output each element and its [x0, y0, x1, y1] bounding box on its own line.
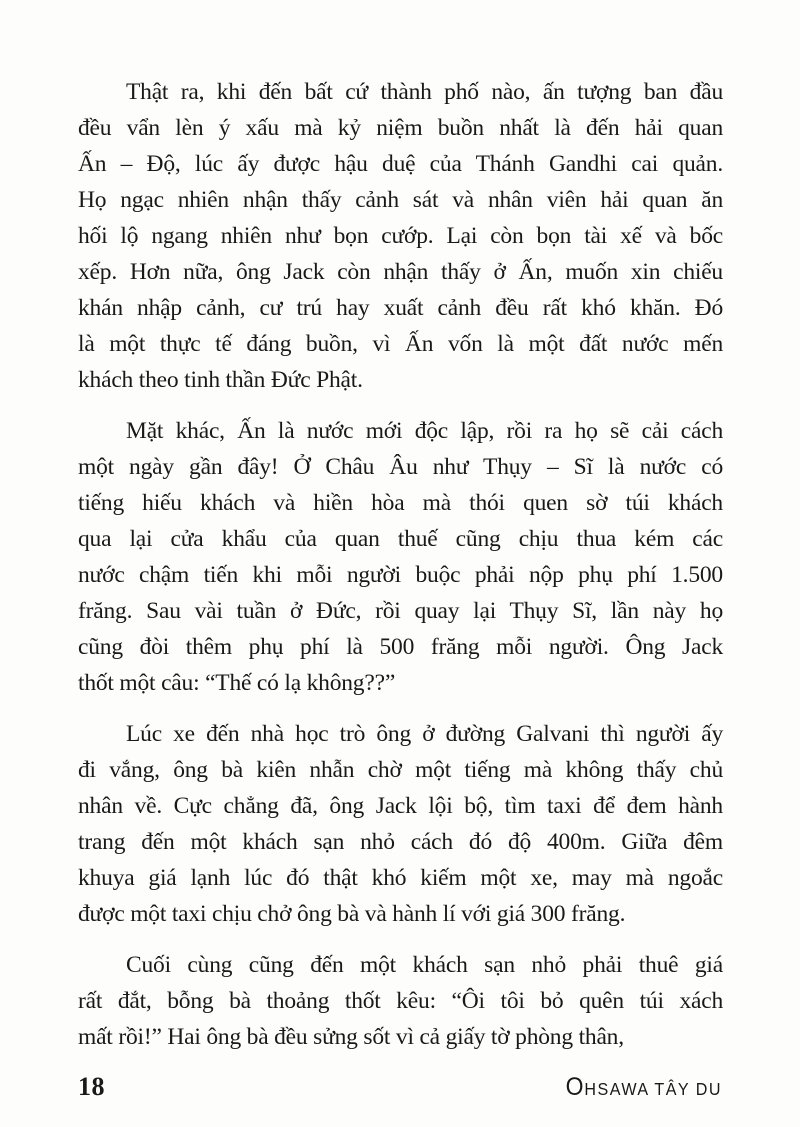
text-line: khuya giá lạnh lúc đó thật khó kiếm một xe, may mà ngoắc: [78, 865, 723, 891]
text-line: Họ ngạc nhiên nhận thấy cảnh sát và nhân viên hải quan ăn: [78, 187, 723, 213]
paragraph: [78, 947, 723, 1055]
running-title-initial: O: [565, 1073, 585, 1101]
text-line: cũng đòi thêm phụ phí là 500 frăng mỗi người. Ông Jack: [78, 634, 723, 660]
text-line: mất rồi!” Hai ông bà đều sửng sốt vì cả giấy tờ phòng thân,: [78, 1024, 624, 1050]
text-line: Ấn – Độ, lúc ấy được hậu duệ của Thánh Gandhi cai quản.: [78, 151, 723, 177]
paragraph: [78, 413, 723, 701]
text-line: frăng. Sau vài tuần ở Đức, rồi quay lại Thụy Sĩ, lần này họ: [78, 598, 723, 624]
text-line: hối lộ ngang nhiên như bọn cướp. Lại còn bọn tài xế và bốc: [78, 223, 723, 249]
text-line: là một thực tế đáng buồn, vì Ấn vốn là một đất nước mến: [78, 331, 723, 357]
text-line: khán nhập cảnh, cư trú hay xuất cảnh đều rất khó khăn. Đó: [78, 295, 723, 321]
running-title: [566, 1073, 722, 1102]
text-line: nước chậm tiến khi mỗi người buộc phải nộp phụ phí 1.500: [78, 562, 723, 588]
text-line: tiếng hiếu khách và hiền hòa mà thói quen sờ túi khách: [78, 490, 723, 516]
page-footer: [78, 1072, 722, 1102]
text-line: đi vắng, ông bà kiên nhẫn chờ một tiếng mà không thấy chủ: [78, 757, 723, 783]
text-line: Thật ra, khi đến bất cứ thành phố nào, ấn tượng ban đầu: [126, 79, 723, 105]
text-line: thốt một câu: “Thế có lạ không??”: [78, 670, 396, 696]
text-line: một ngày gần đây! Ở Châu Âu như Thụy – Sĩ là nước có: [78, 454, 723, 480]
text-line: khách theo tinh thần Đức Phật.: [78, 367, 363, 393]
text-line: trang đến một khách sạn nhỏ cách đó độ 400m. Giữa đêm: [78, 829, 723, 855]
page-number: 18: [78, 1072, 105, 1101]
text-line: nhân về. Cực chẳng đã, ông Jack lội bộ, tìm taxi để đem hành: [78, 793, 723, 819]
paragraph: [78, 716, 723, 932]
text-line: Cuối cùng cũng đến một khách sạn nhỏ phải thuê giá: [126, 952, 723, 978]
text-line: Mặt khác, Ấn là nước mới độc lập, rồi ra họ sẽ cải cách: [126, 418, 723, 444]
text-line: đều vẩn lèn ý xấu mà kỷ niệm buồn nhất là đến hải quan: [78, 115, 723, 141]
text-line: xếp. Hơn nữa, ông Jack còn nhận thấy ở Ấn, muốn xin chiếu: [78, 259, 723, 285]
text-line: được một taxi chịu chở ông bà và hành lí với giá 300 frăng.: [78, 901, 626, 927]
running-title-rest: HSAWA TÂY DU: [584, 1079, 722, 1099]
text-line: qua lại cửa khẩu của quan thuế cũng chịu thua kém các: [78, 526, 723, 552]
paragraph: [78, 74, 723, 398]
body-text: [78, 74, 723, 1070]
text-line: Lúc xe đến nhà học trò ông ở đường Galvani thì người ấy: [126, 721, 723, 747]
text-line: rất đắt, bỗng bà thoảng thốt kêu: “Ôi tôi bỏ quên túi xách: [78, 988, 723, 1014]
